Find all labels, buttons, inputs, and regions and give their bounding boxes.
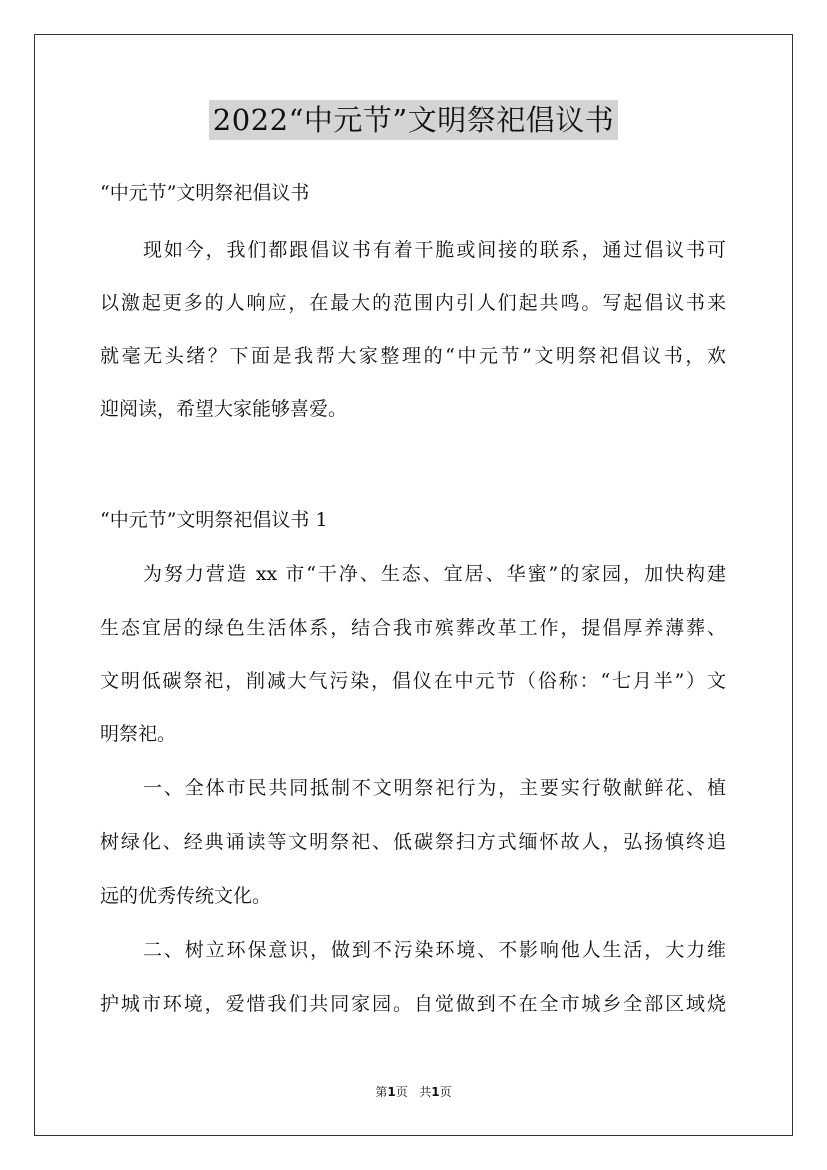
section-line-1: 为努力营造 xx 市“干净、生态、宜居、华蜜”的家园，加快构建 [143, 563, 726, 585]
section-line-3: 文明低碳祭祀，削减大气污染，倡仪在中元节（俗称：“七月半”）文 [100, 670, 726, 692]
document-title: 2022“中元节”文明祭祀倡议书 [209, 100, 618, 140]
document-subtitle: “中元节”文明祭祀倡议书 [100, 182, 310, 204]
title-block [0, 100, 827, 140]
section-line-2: 生态宜居的绿色生活体系，结合我市殡葬改革工作，提倡厚养薄葬、 [100, 617, 726, 639]
section-line-6: 树绿化、经典诵读等文明祭祀、低碳祭扫方式缅怀故人，弘扬慎终追 [100, 831, 726, 853]
footer-page-suffix: 页 [395, 1085, 408, 1099]
section-heading: “中元节”文明祭祀倡议书 1 [100, 509, 328, 531]
footer-total-prefix: 共 [419, 1085, 432, 1099]
intro-line-2: 以激起更多的人响应，在最大的范围内引人们起共鸣。写起倡议书来 [100, 292, 726, 314]
section-line-5: 一、全体市民共同抵制不文明祭祀行为，主要实行敬献鲜花、植 [143, 777, 726, 799]
section-line-7: 远的优秀传统文化。 [100, 885, 272, 907]
intro-line-1: 现如今，我们都跟倡议书有着干脆或间接的联系，通过倡议书可 [143, 239, 726, 261]
footer-total-suffix: 页 [439, 1085, 452, 1099]
section-line-8: 二、树立环保意识，做到不污染环境、不影响他人生活，大力维 [143, 939, 726, 961]
footer-page-number: 1 [387, 1085, 396, 1099]
footer-total-pages: 1 [431, 1085, 440, 1099]
section-line-4: 明祭祀。 [100, 723, 177, 745]
intro-line-4: 迎阅读，希望大家能够喜爱。 [100, 398, 348, 420]
footer-page-prefix: 第 [375, 1085, 388, 1099]
section-line-9: 护城市环境，爱惜我们共同家园。自觉做到不在全市城乡全部区域烧 [100, 993, 726, 1015]
page-footer [0, 1084, 827, 1100]
intro-line-3: 就毫无头绪？下面是我帮大家整理的“中元节”文明祭祀倡议书，欢 [100, 345, 726, 367]
